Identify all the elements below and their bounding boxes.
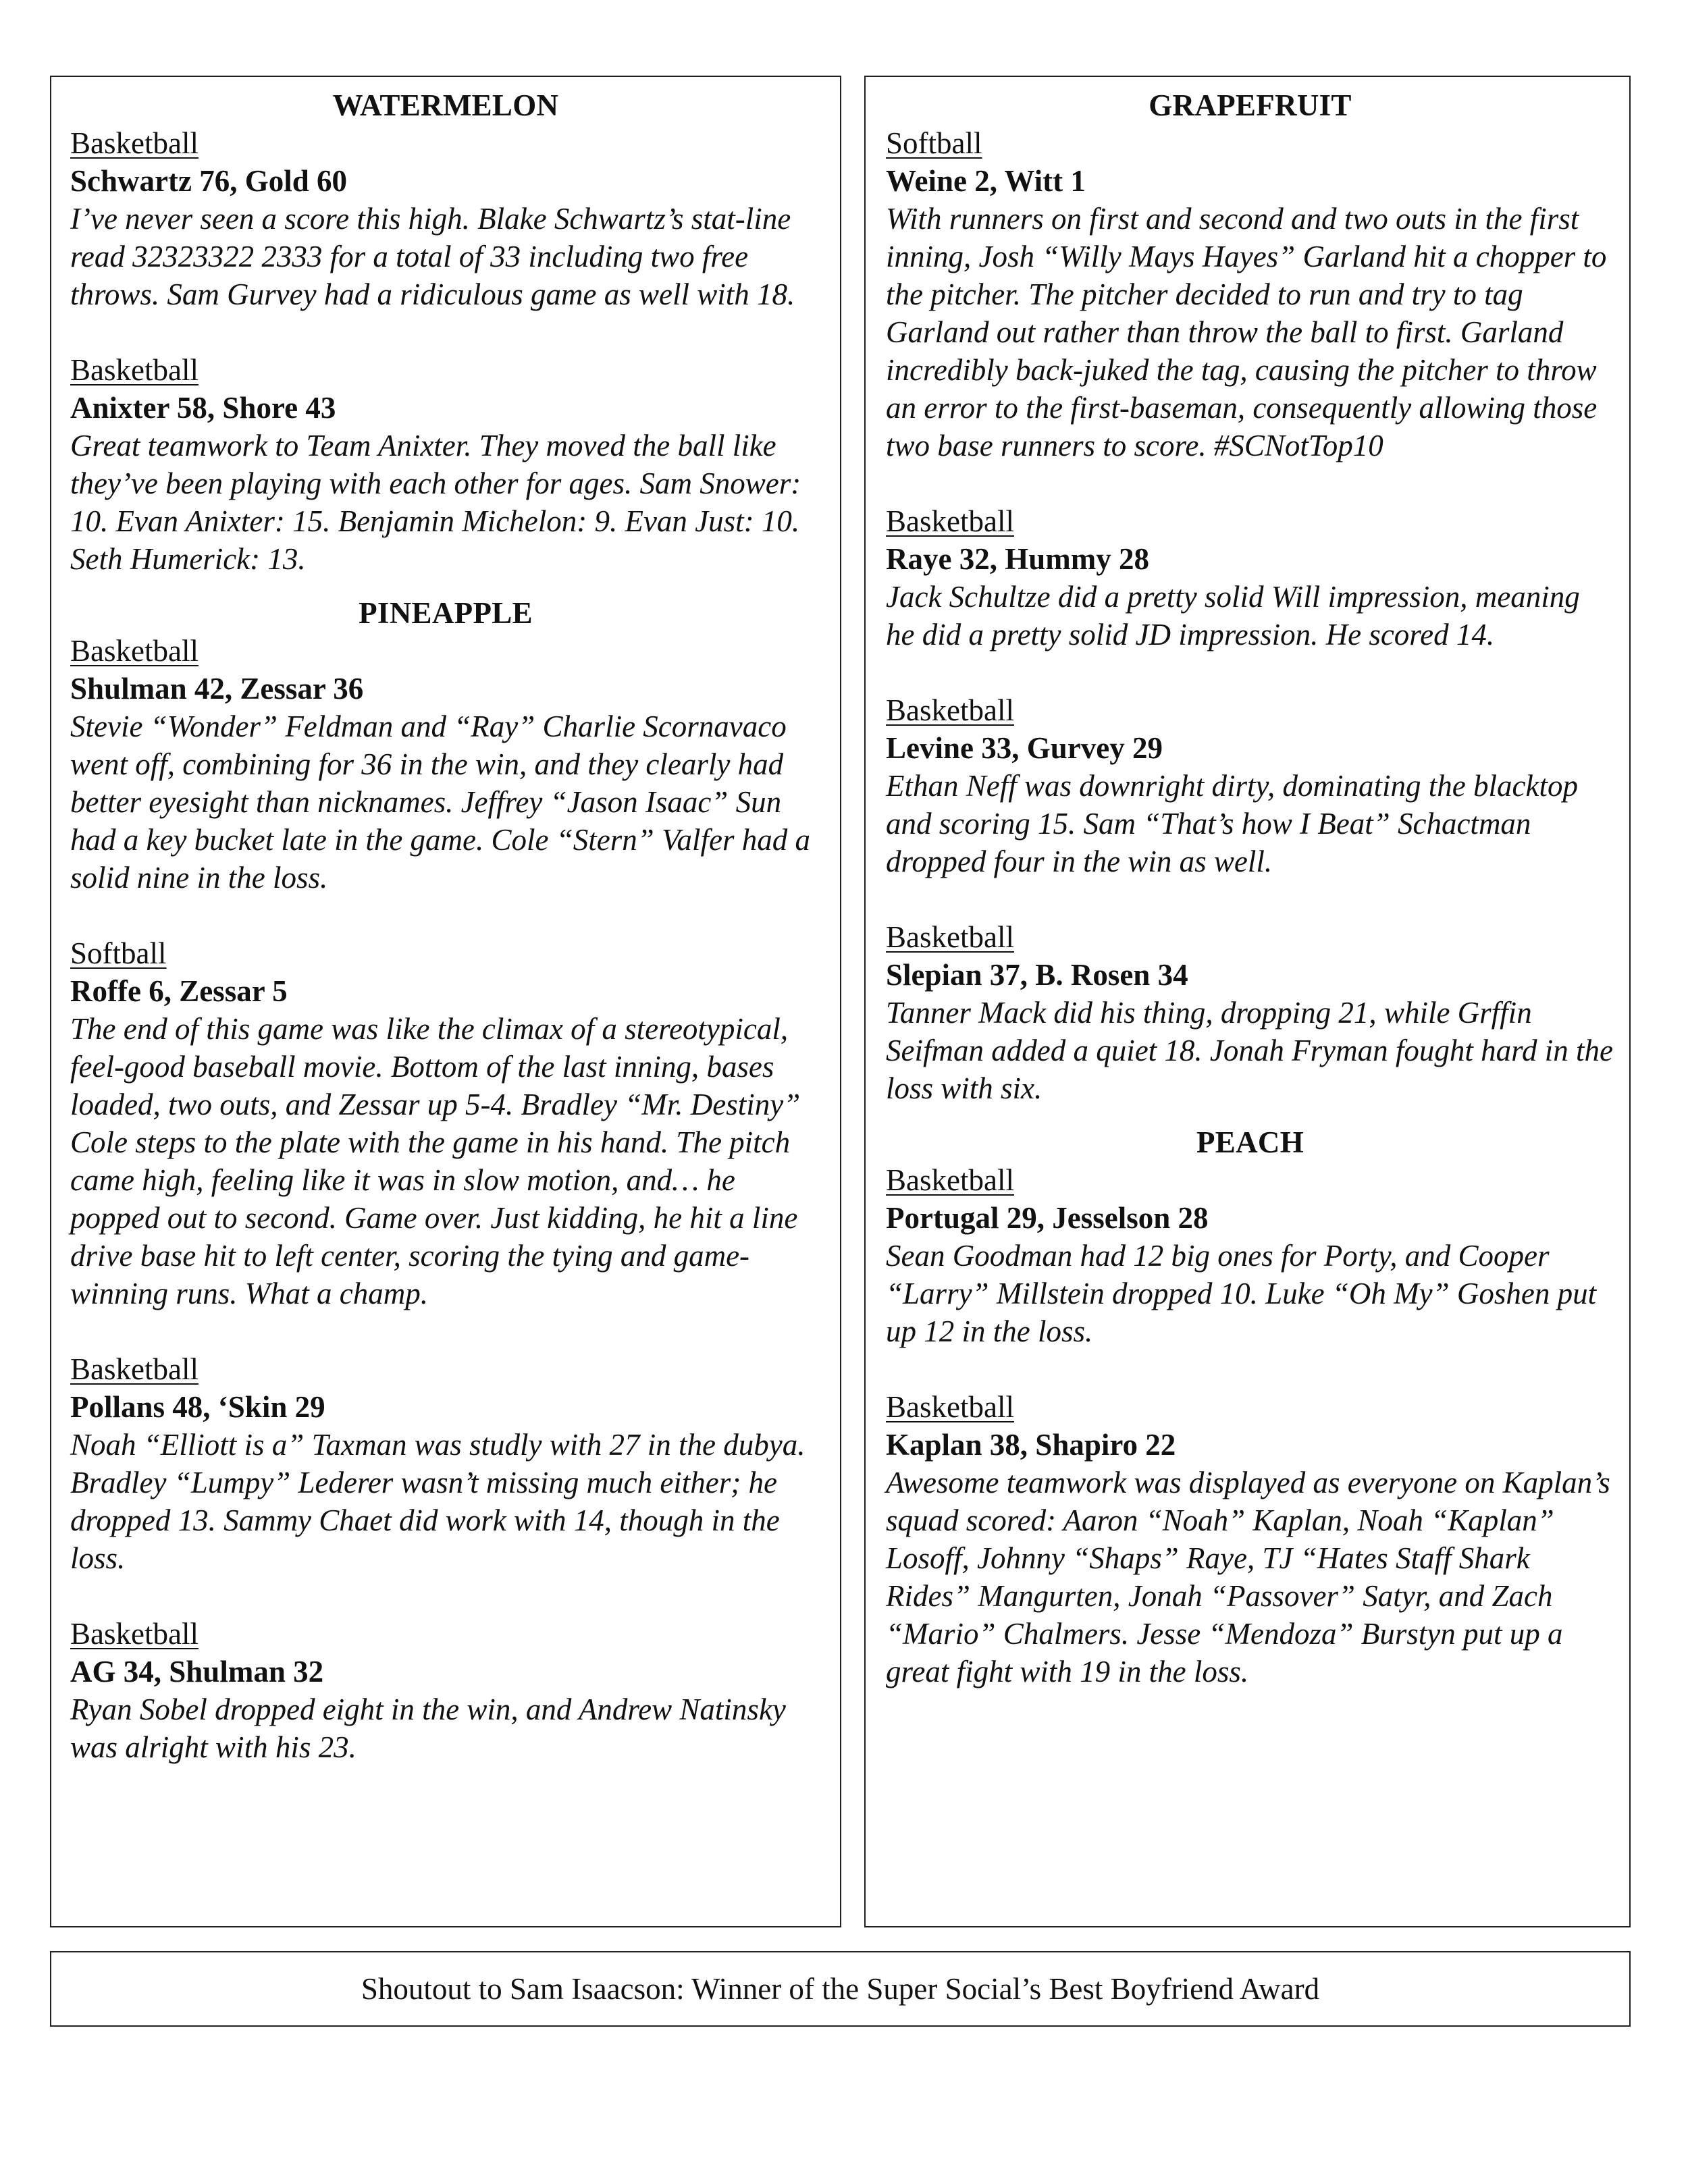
game-recap: I’ve never seen a score this high. Blake Schwartz’s stat-line read 32323322 2333 for a total of 33 including two free throws. Sam Gurvey had a ridiculous game as well with 18. xyxy=(70,202,795,311)
game-recap: Ryan Sobel dropped eight in the win, and Andrew Natinsky was alright with his 23. xyxy=(70,1693,786,1764)
game-score: AG 34, Shulman 32 xyxy=(70,1655,324,1688)
game-score: Pollans 48, ‘Skin 29 xyxy=(70,1390,325,1424)
sport-label: Basketball xyxy=(886,920,1014,954)
game-entry xyxy=(70,934,821,1312)
game-score: Weine 2, Witt 1 xyxy=(886,164,1086,198)
game-recap: Great teamwork to Team Anixter. They moved the ball like they’ve been playing with each other for ages. Sam Snower: 10. Evan Anixter: 15. Benjamin Michelon: 9. Evan Just: 10. Seth Humerick: 13. xyxy=(70,429,801,576)
right-column xyxy=(864,76,1631,1927)
game-entry xyxy=(886,502,1614,654)
sport-label: Softball xyxy=(70,936,167,970)
game-entry xyxy=(886,918,1614,1107)
sport-label: Basketball xyxy=(70,353,199,387)
game-score: Anixter 58, Shore 43 xyxy=(70,391,336,425)
game-recap: Jack Schultze did a pretty solid Will impression, meaning he did a pretty solid JD impression. He scored 14. xyxy=(886,580,1580,651)
game-score: Schwartz 76, Gold 60 xyxy=(70,164,347,198)
sport-label: Basketball xyxy=(886,504,1014,538)
sport-label: Basketball xyxy=(886,1390,1014,1424)
game-entry xyxy=(70,632,821,897)
section-heading-pineapple: PINEAPPLE xyxy=(359,596,533,630)
left-column xyxy=(50,76,841,1927)
game-score: Raye 32, Hummy 28 xyxy=(886,542,1149,576)
game-score: Levine 33, Gurvey 29 xyxy=(886,731,1163,765)
game-entry xyxy=(886,1161,1614,1350)
game-score: Kaplan 38, Shapiro 22 xyxy=(886,1428,1176,1462)
game-entry xyxy=(70,1615,821,1766)
game-recap: Awesome teamwork was displayed as everyone on Kaplan’s squad scored: Aaron “Noah” Kaplan, Noah “Kaplan” Losoff, Johnny “Shaps” Raye, TJ “Hates Staff Shark Rides” Mangurten, Jonah “Passover” Satyr, and Zach “Mario” Chalmers. Jesse “Mendoza” Burstyn put up a great fight with 19 in the loss. xyxy=(886,1466,1610,1688)
sport-label: Basketball xyxy=(70,1352,199,1386)
section-heading-grapefruit: GRAPEFRUIT xyxy=(1149,88,1352,122)
sport-label: Basketball xyxy=(886,1163,1014,1197)
game-recap: The end of this game was like the climax of a stereotypical, feel-good baseball movie. Bottom of the last inning, bases loaded, two outs, and Zessar up 5-4. Bradley “Mr. Destiny” Cole steps to the plate with the game in his hand. The pitch came high, feeling like it was in slow motion, and… he popped out to second. Game over. Just kidding, he hit a line drive base hit to left center, scoring the tying and game-winning runs. What a champ. xyxy=(70,1012,801,1310)
shoutout-text: Shoutout to Sam Isaacson: Winner of the Super Social’s Best Boyfriend Award xyxy=(361,1972,1320,2006)
game-score: Roffe 6, Zessar 5 xyxy=(70,974,288,1008)
sport-label: Basketball xyxy=(886,693,1014,727)
game-recap: Stevie “Wonder” Feldman and “Ray” Charlie Scornavaco went off, combining for 36 in the win, and they clearly had better eyesight than nicknames. Jeffrey “Jason Isaac” Sun had a key bucket late in the game. Cole “Stern” Valfer had a solid nine in the loss. xyxy=(70,710,811,895)
game-entry xyxy=(70,351,821,578)
game-score: Slepian 37, B. Rosen 34 xyxy=(886,958,1188,992)
game-score: Shulman 42, Zessar 36 xyxy=(70,672,364,705)
game-entry xyxy=(70,1350,821,1577)
game-score: Portugal 29, Jesselson 28 xyxy=(886,1201,1209,1235)
game-recap: Ethan Neff was downright dirty, dominating the blacktop and scoring 15. Sam “That’s how I Beat” Schactman dropped four in the win as well. xyxy=(886,769,1578,878)
game-entry xyxy=(886,691,1614,880)
section-heading-watermelon: WATERMELON xyxy=(332,88,559,122)
sport-label: Softball xyxy=(886,126,982,160)
game-recap: Tanner Mack did his thing, dropping 21, while Grffin Seifman added a quiet 18. Jonah Fryman fought hard in the loss with six. xyxy=(886,996,1613,1105)
game-entry xyxy=(886,124,1614,464)
game-entry xyxy=(886,1388,1614,1690)
game-entry xyxy=(70,124,821,313)
sport-label: Basketball xyxy=(70,1617,199,1651)
shoutout-box xyxy=(50,1951,1631,2027)
game-recap: With runners on first and second and two outs in the first inning, Josh “Willy Mays Hayes” Garland hit a chopper to the pitcher. The pitcher decided to run and try to tag Garland out rather than throw the ball to first. Garland incredibly back-juked the tag, causing the pitcher to throw an error to the first-baseman, consequently allowing those two base runners to score. #SCNotTop10 xyxy=(886,202,1607,462)
section-heading-peach: PEACH xyxy=(1196,1125,1304,1159)
game-recap: Noah “Elliott is a” Taxman was studly with 27 in the dubya. Bradley “Lumpy” Lederer wasn’t missing much either; he dropped 13. Sammy Chaet did work with 14, though in the loss. xyxy=(70,1428,806,1575)
game-recap: Sean Goodman had 12 big ones for Porty, and Cooper “Larry” Millstein dropped 10. Luke “Oh My” Goshen put up 12 in the loss. xyxy=(886,1239,1597,1348)
sport-label: Basketball xyxy=(70,634,199,668)
sport-label: Basketball xyxy=(70,126,199,160)
